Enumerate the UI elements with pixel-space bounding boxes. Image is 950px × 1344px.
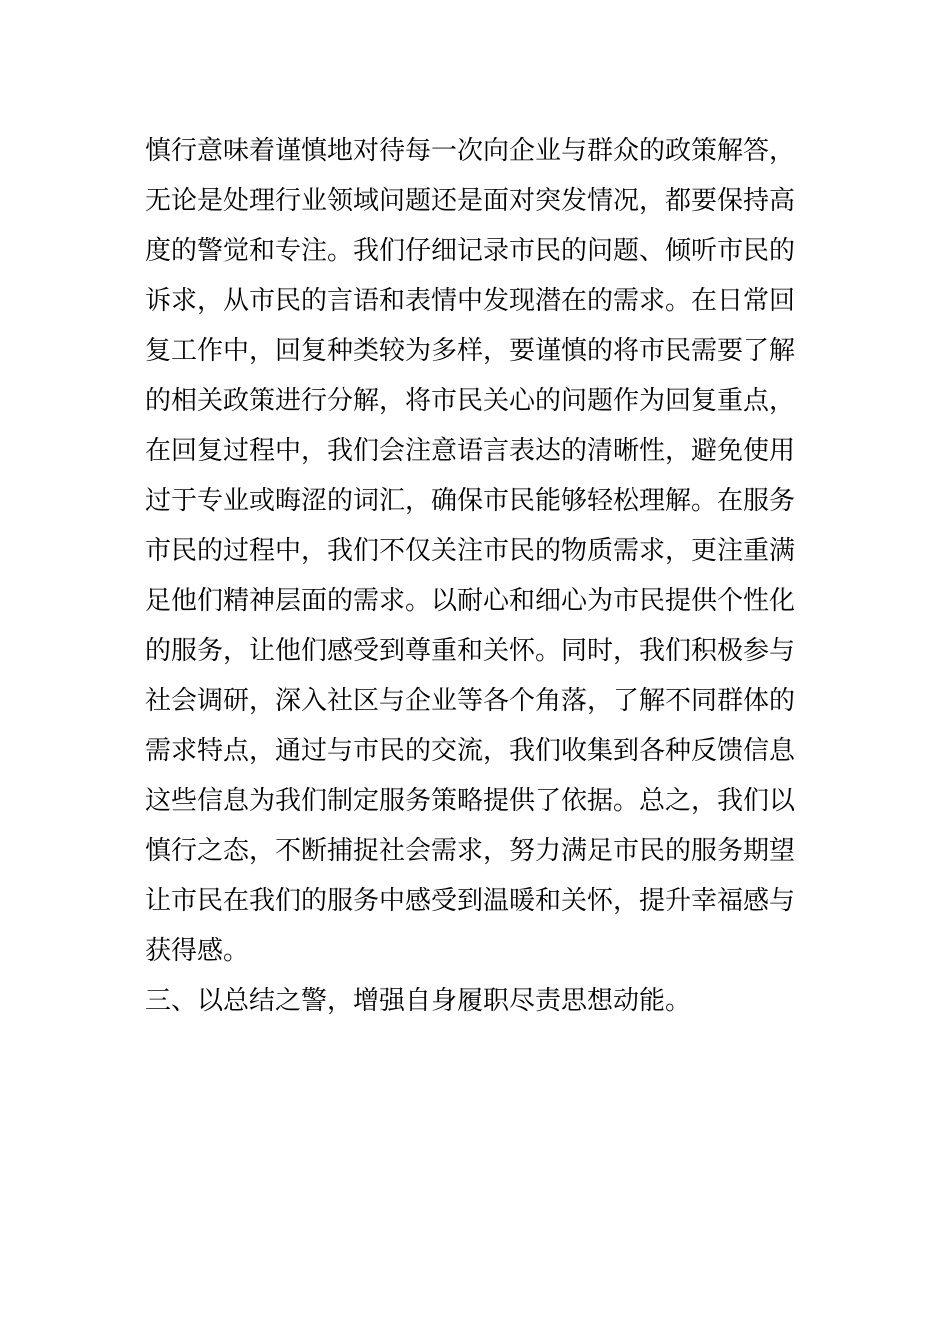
text-line: 慎行意味着谨慎地对待每一次向企业与群众的政策解答， — [145, 136, 796, 166]
text-line: 无论是处理行业领域问题还是面对突发情况，都要保持高 — [145, 186, 796, 216]
text-line: 市民的过程中，我们不仅关注市民的物质需求，更注重满 — [145, 536, 796, 566]
section-heading: 三、以总结之警，增强自身履职尽责思想动能。 — [145, 986, 692, 1016]
text-line: 足他们精神层面的需求。以耐心和细心为市民提供个性化 — [145, 586, 796, 616]
text-line: 让市民在我们的服务中感受到温暖和关怀，提升幸福感与 — [145, 886, 796, 916]
text-line: 在回复过程中，我们会注意语言表达的清晰性，避免使用 — [145, 436, 796, 466]
text-line: 获得感。 — [145, 936, 250, 966]
text-line: 复工作中，回复种类较为多样，要谨慎的将市民需要了解 — [145, 336, 796, 366]
body-text — [145, 126, 815, 1026]
text-line: 度的警觉和专注。我们仔细记录市民的问题、倾听市民的 — [145, 236, 796, 266]
text-line: 的相关政策进行分解，将市民关心的问题作为回复重点， — [145, 386, 796, 416]
text-line: 慎行之态，不断捕捉社会需求，努力满足市民的服务期望 — [145, 836, 796, 866]
text-line: 过于专业或晦涩的词汇，确保市民能够轻松理解。在服务 — [145, 486, 796, 516]
text-line: 这些信息为我们制定服务策略提供了依据。总之，我们以 — [145, 786, 796, 816]
text-line: 诉求，从市民的言语和表情中发现潜在的需求。在日常回 — [145, 286, 796, 316]
text-line: 需求特点，通过与市民的交流，我们收集到各种反馈信息 — [145, 736, 796, 766]
text-line: 社会调研，深入社区与企业等各个角落，了解不同群体的 — [145, 686, 796, 716]
text-line: 的服务，让他们感受到尊重和关怀。同时，我们积极参与 — [145, 636, 796, 666]
